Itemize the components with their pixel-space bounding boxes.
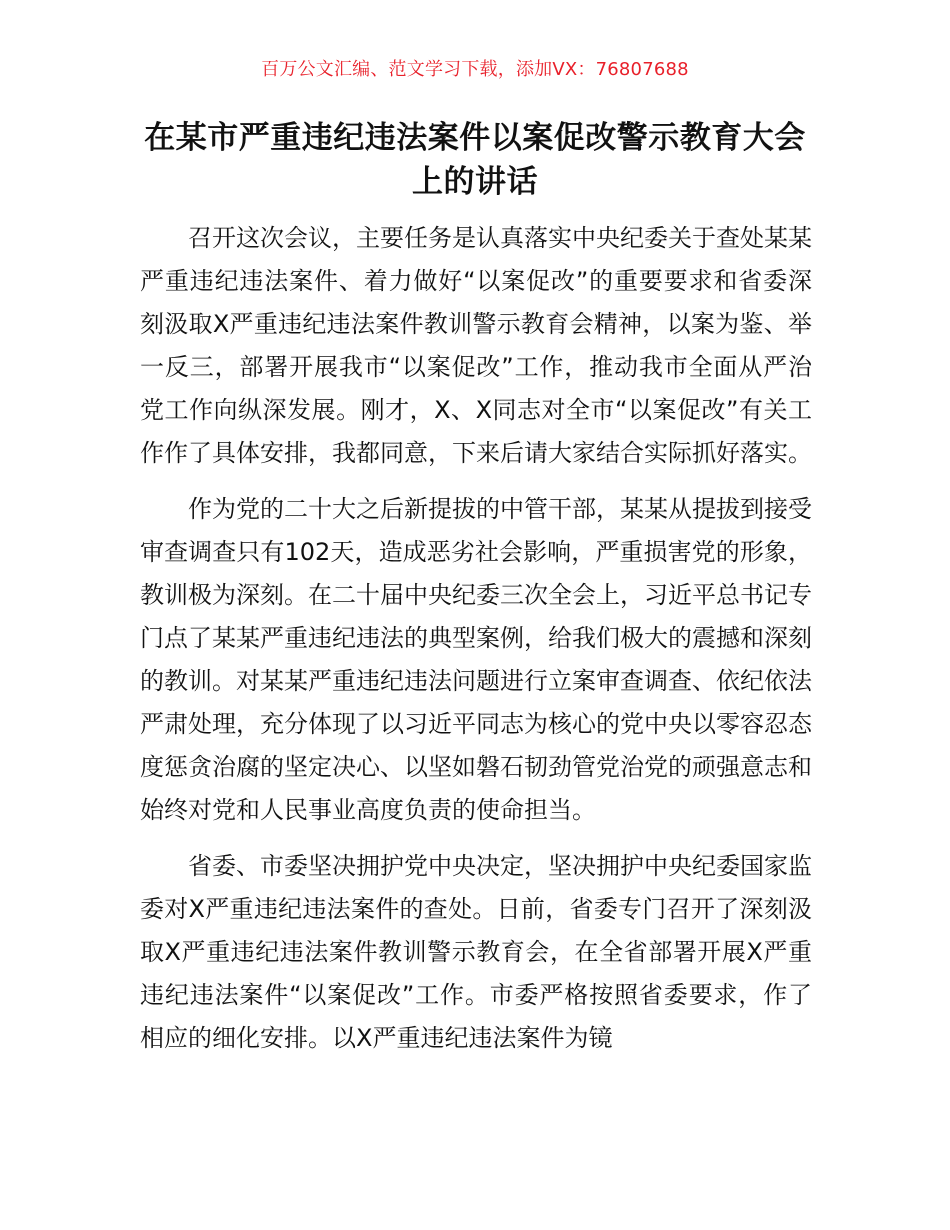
document-title: 在某市严重违纪违法案件以案促改警示教育大会上的讲话 — [144, 120, 806, 200]
document-body — [140, 217, 812, 1073]
paragraph-3: 省委、市委坚决拥护党中央决定，坚决拥护中央纪委国家监委对X严重违纪违法案件的查处。日前，省委专门召开了深刻汲取X严重违纪违法案件教训警示教育会，在全省部署开展X严重违纪违法案件“以案促改”工作。市委严格按照省委要求，作了相应的细化安排。以X严重违纪违法案件为镜 — [140, 852, 812, 1052]
paragraph-2: 作为党的二十大之后新提拔的中管干部，某某从提拔到接受审查调查只有102天，造成恶劣社会影响，严重损害党的形象，教训极为深刻。在二十届中央纪委三次全会上，习近平总书记专门点了某某严重违纪违法的典型案例，给我们极大的震撼和深刻的教训。对某某严重违纪违法问题进行立案审查调查、依纪依法严肃处理，充分体现了以习近平同志为核心的党中央以零容忍态度惩贪治腐的坚定决心、以坚如磐石韧劲管党治党的顽强意志和始终对党和人民事业高度负责的使命担当。 — [140, 495, 812, 824]
paragraph-1: 召开这次会议，主要任务是认真落实中央纪委关于查处某某严重违纪违法案件、着力做好“以案促改”的重要要求和省委深刻汲取X严重违纪违法案件教训警示教育会精神，以案为鉴、举一反三，部署开展我市“以案促改”工作，推动我市全面从严治党工作向纵深发展。刚才，X、X同志对全市“以案促改”有关工作作了具体安排，我都同意，下来后请大家结合实际抓好落实。 — [140, 224, 812, 467]
watermark-header-note: 百万公文汇编、范文学习下载，添加VX：76807688 — [261, 59, 689, 80]
